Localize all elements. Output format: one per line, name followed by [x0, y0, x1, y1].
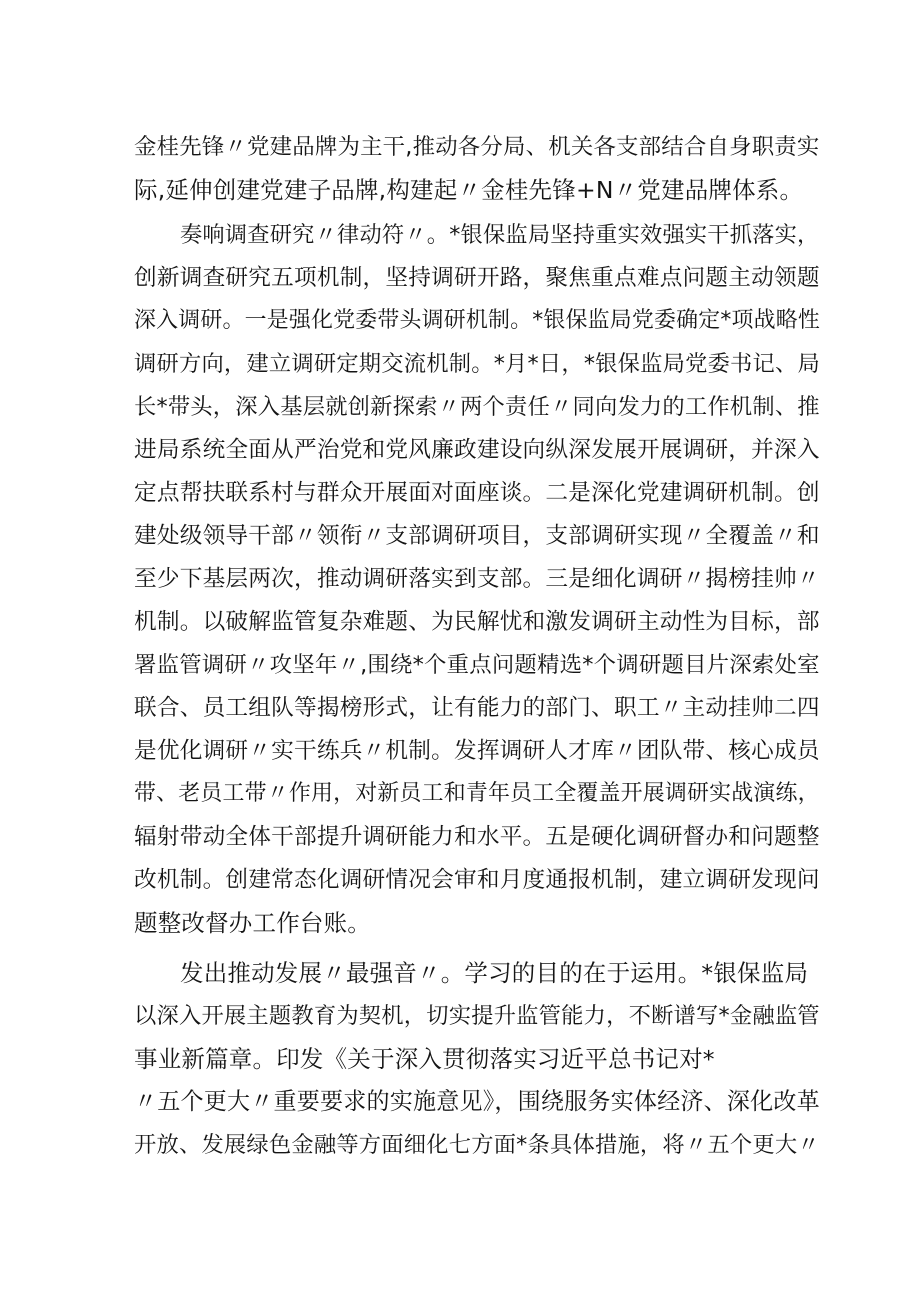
text-line: 带、老员工带〃作用，对新员工和青年员工全覆盖开展调研实战演练，: [134, 781, 820, 806]
text-line: 机制。以破解监管复杂难题、为民解忧和激发调研主动性为目标，部: [134, 609, 820, 635]
text-line: 进局系统全面从严治党和党风廉政建设向纵深发展开展调研，并深入: [134, 437, 820, 463]
text-line: 金桂先锋〃党建品牌为主干,推动各分局、机关各支部结合自身职责实: [134, 134, 820, 160]
text-line: 长*带头，深入基层就创新探索〃两个责任〃同向发力的工作机制、推: [134, 394, 820, 420]
text-line: 署监管调研〃攻坚年〃,围绕*个重点问题精选*个调研题目片深索处室: [134, 652, 820, 678]
text-line: 调研方向，建立调研定期交流机制。*月*日，*银保监局党委书记、局: [134, 351, 820, 377]
text-line: 定点帮扶联系村与群众开展面对面座谈。二是深化党建调研机制。创: [134, 480, 820, 506]
text-line: 开放、发展绿色金融等方面细化七方面*条具体措施，将〃五个更大〃: [134, 1132, 820, 1158]
text-line: 〃五个更大〃重要要求的实施意见》，围绕服务实体经济、深化改革: [134, 1089, 820, 1115]
paragraph-heading-line: 奏响调查研究〃律动符〃。*银保监局坚持重实效强实干抓落实，: [180, 222, 820, 248]
text-line: 创新调查研究五项机制，坚持调研开路，聚焦重点难点问题主动领题: [134, 265, 820, 291]
text-line: 题整改督办工作台账。: [134, 909, 371, 937]
text-line: 际,延伸创建党建子品牌,构建起〃金桂先锋+N〃党建品牌体系。: [134, 176, 804, 204]
text-line: 是优化调研〃实干练兵〃机制。发挥调研人才库〃团队带、核心成员: [134, 738, 820, 764]
text-line: 联合、员工组队等揭榜形式，让有能力的部门、职工〃主动挂帅二四: [134, 695, 820, 721]
text-line: 建处级领导干部〃领衔〃支部调研项目，支部调研实现〃全覆盖〃和: [134, 523, 820, 549]
text-line: 改机制。创建常态化调研情况会审和月度通报机制，建立调研发现问: [134, 867, 820, 893]
text-line: 事业新篇章。印发《关于深入贯彻落实习近平总书记对*: [134, 1045, 715, 1073]
text-line: 辐射带动全体干部提升调研能力和水平。五是硬化调研督办和问题整: [134, 824, 820, 850]
paragraph-heading-line: 发出推动发展〃最强音〃。学习的目的在于运用。*银保监局: [180, 959, 809, 987]
text-line: 深入调研。一是强化党委带头调研机制。*银保监局党委确定*项战略性: [134, 308, 820, 333]
text-line: 至少下基层两次，推动调研落实到支部。三是细化调研〃揭榜挂帅〃: [134, 566, 820, 592]
text-line: 以深入开展主题教育为契机，切实提升监管能力，不断谱写*金融监管: [134, 1003, 820, 1029]
